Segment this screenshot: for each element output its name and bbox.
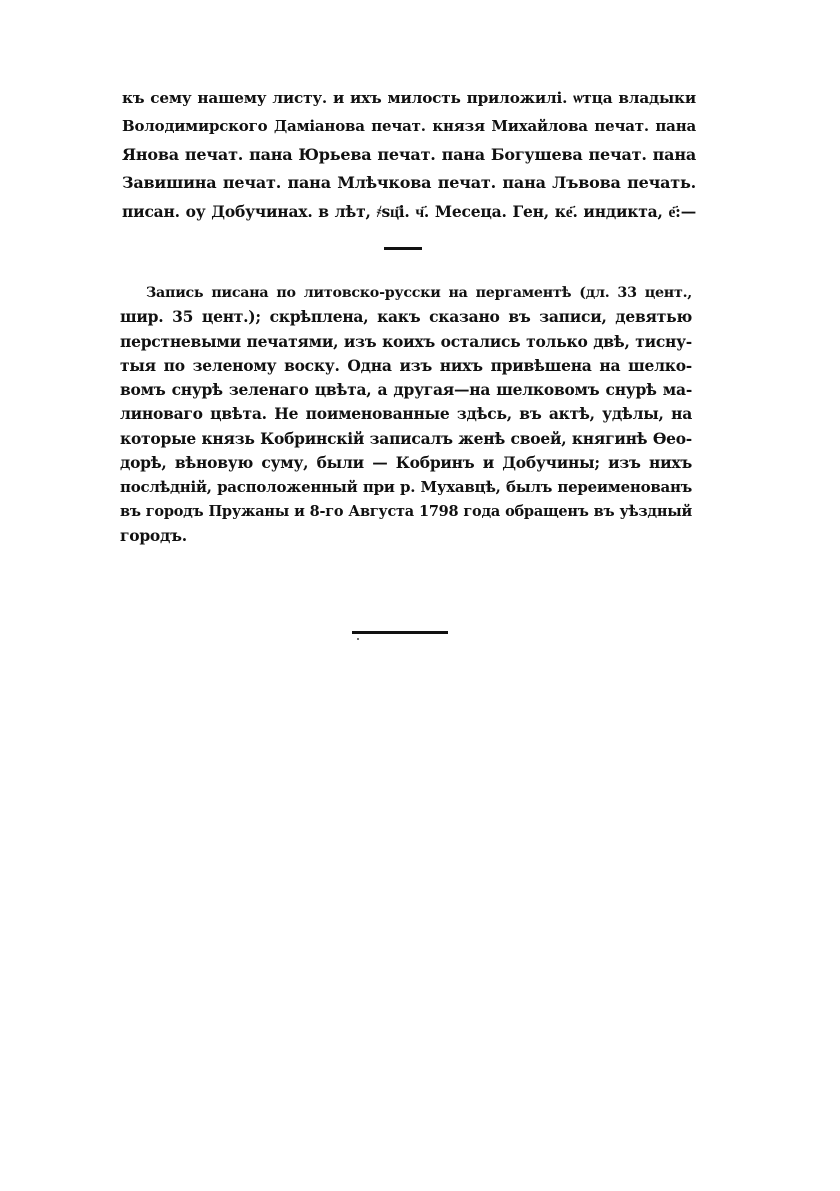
charter-line: Янова печат. пана Юрьева печат. пана Богушева печат. пана [122, 144, 696, 164]
note-line: тыя по зеленому воску. Одна изъ нихъ привѣшена на шелко- [120, 355, 692, 375]
charter-text-block [122, 84, 696, 226]
note-line: въ городъ Пружаны и 8-го Августа 1798 года обращенъ въ уѣздный [120, 502, 692, 520]
charter-line: Володимирского Даміанова печат. князя Михайлова печат. пана [122, 117, 696, 136]
charter-line: Завишина печат. пана Млѣчкова печат. пана Лъвова печать. [122, 173, 696, 193]
section-divider [384, 247, 422, 250]
print-speck [357, 638, 359, 640]
note-line: дорѣ, вѣновую суму, были — Кобринъ и Добучины; изъ нихъ [120, 453, 692, 473]
charter-line: писан. оу Добучинах. в лѣт, ҂ѕц҃і. ч҃. Месеца. Ген, ке҃. индикта, е҃:— [122, 201, 696, 221]
note-line: послѣдній, расположенный при р. Мухавцѣ, былъ переименованъ [120, 478, 692, 497]
note-line: вомъ снурѣ зеленаго цвѣта, а другая—на шелковомъ снурѣ ма- [120, 380, 692, 400]
editorial-note [120, 281, 692, 548]
note-line: городъ. [120, 525, 187, 545]
note-line: Запись писана по литовско-русски на пергаментѣ (дл. 33 цент., [146, 285, 692, 301]
note-line: шир. 35 цент.); скрѣплена, какъ сказано въ записи, девятью [120, 307, 692, 327]
note-line: линоваго цвѣта. Не поименованные здѣсь, въ актѣ, удѣлы, на [120, 404, 692, 424]
charter-line: къ сему нашему листу. и ихъ милость приложилі. ѡтца владыки [122, 89, 696, 107]
note-line: перстневыми печатями, изъ коихъ остались только двѣ, тисну- [120, 331, 692, 351]
note-line: которые князь Кобринскій записалъ женѣ своей, княгинѣ Ѳео- [120, 428, 692, 448]
end-divider [352, 631, 448, 634]
